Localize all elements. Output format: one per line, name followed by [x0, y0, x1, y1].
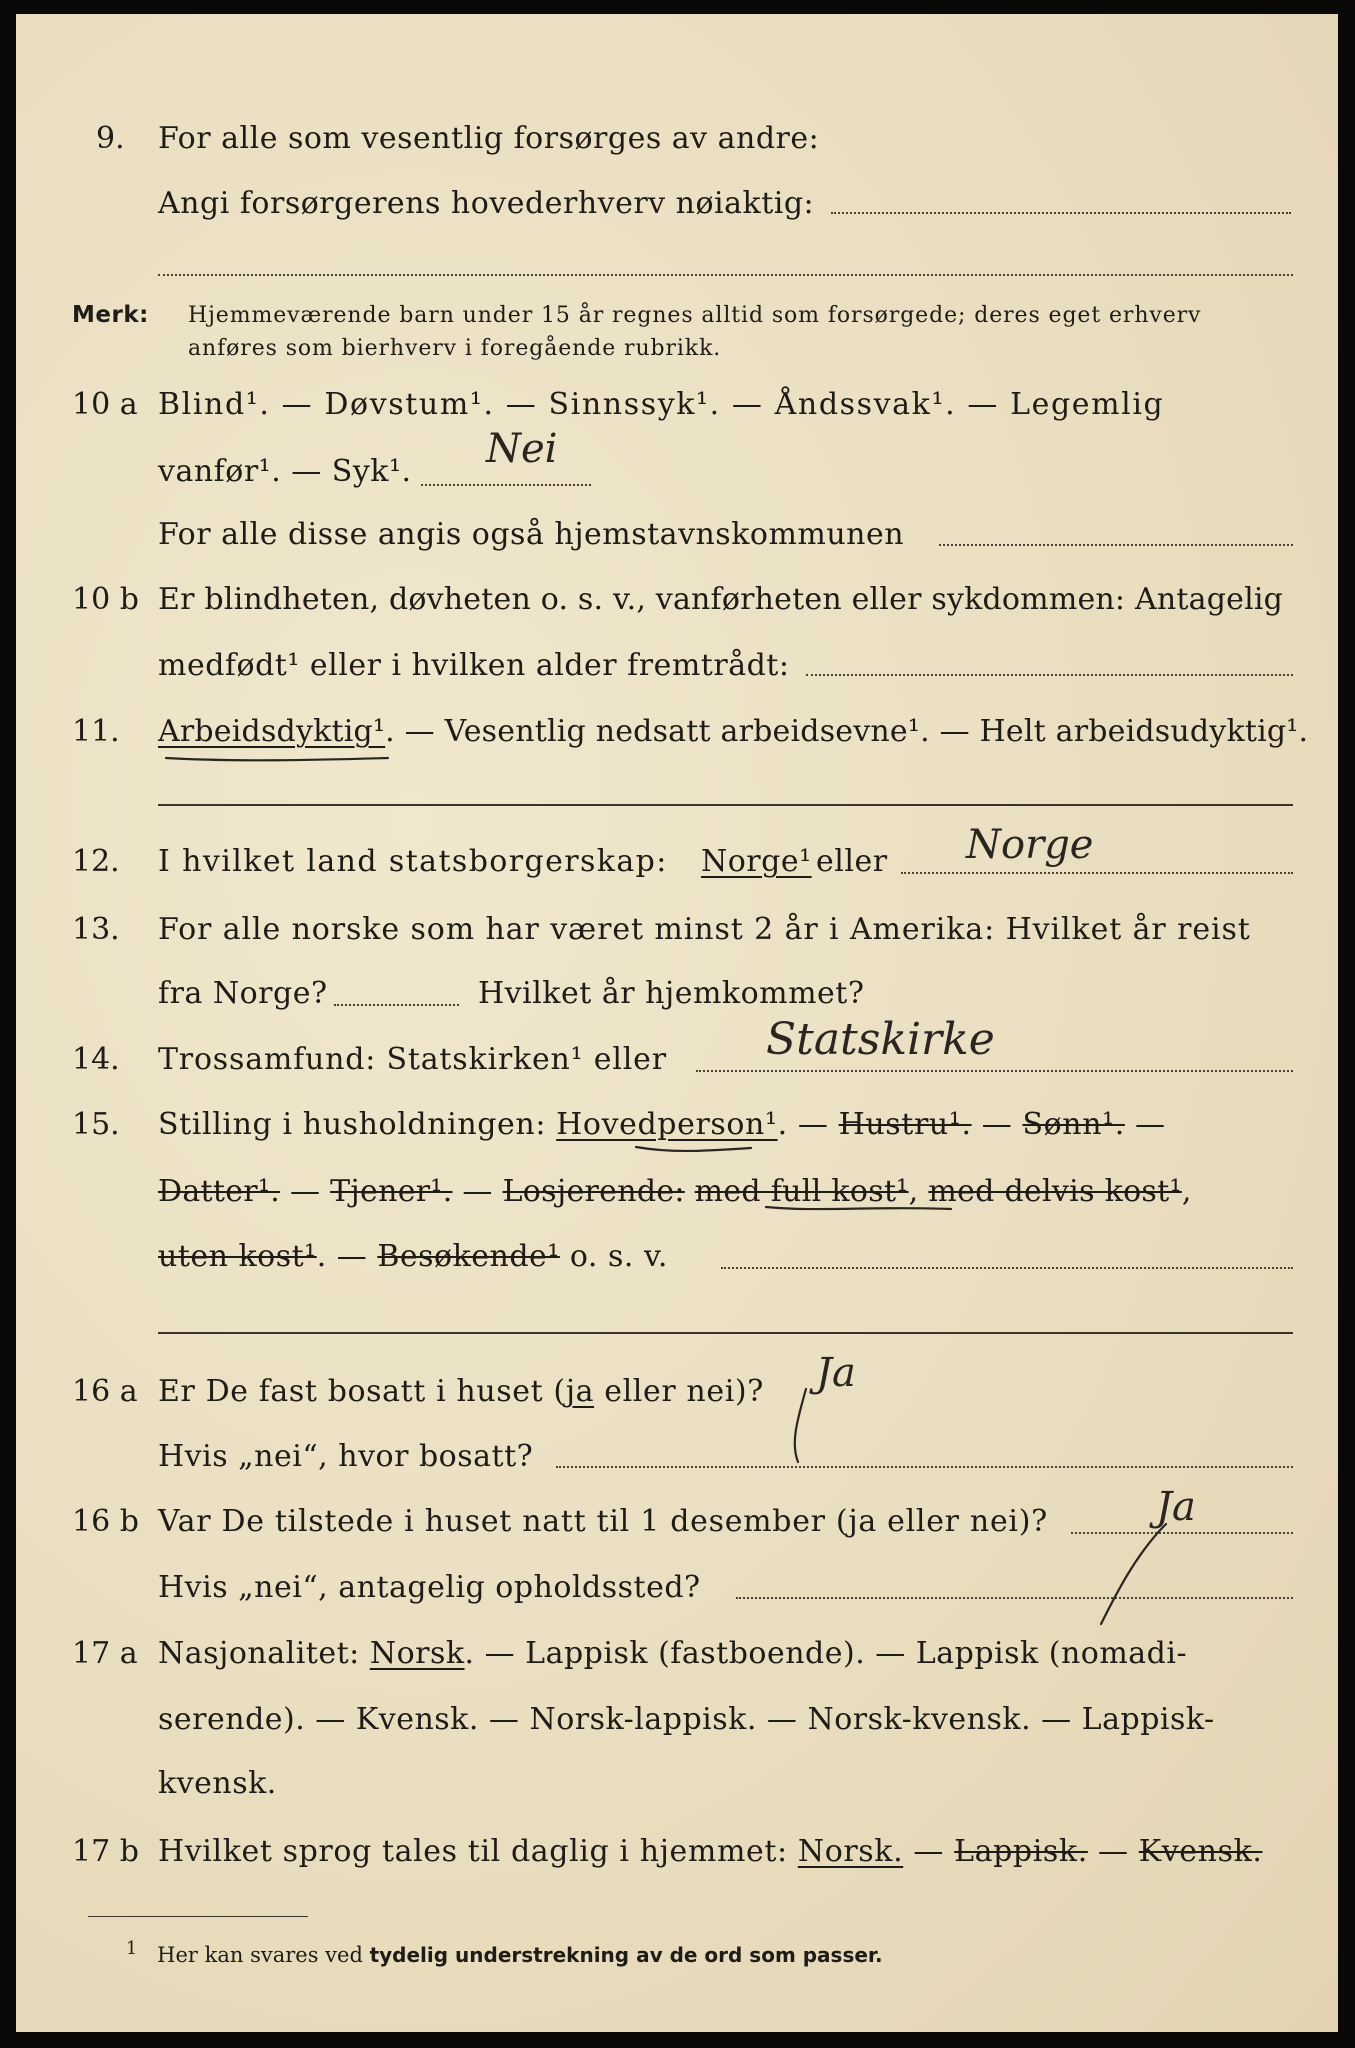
q16a-line2: Hvis „nei“, hvor bosatt? [158, 1439, 534, 1474]
q15-option-tjener: Tjener¹. [330, 1174, 453, 1209]
pen-marks [16, 14, 1338, 2032]
q17a-line2: serende). — Kvensk. — Norsk-lappisk. — Norsk-kvensk. — Lappisk- [158, 1702, 1215, 1737]
q10b-line1: Er blindheten, døvheten o. s. v., vanførheten eller sykdommen: Antagelig [158, 582, 1284, 617]
q16a-number: 16 a [72, 1374, 138, 1409]
q15-option-hustru: Hustru¹. [838, 1107, 972, 1142]
q13-line2b: Hvilket år hjemkommet? [478, 976, 865, 1011]
q16b-line2: Hvis „nei“, antagelig opholdssted? [158, 1570, 701, 1605]
q12-option-norge: Norge¹ [701, 844, 812, 879]
q15-option-delvis-kost: med delvis kost¹ [928, 1174, 1182, 1209]
q15-option-sonn: Sønn¹. [1022, 1107, 1125, 1142]
q14-handwritten-answer: Statskirke [766, 1014, 995, 1065]
q15-label: Stilling i husholdningen: [158, 1107, 547, 1142]
q10b-line2: medfødt¹ eller i hvilken alder fremtrådt: [158, 648, 790, 683]
q9-number: 9. [96, 121, 125, 156]
q15-sep: , [1181, 1174, 1192, 1209]
q10a-handwritten-answer: Nei [486, 426, 558, 472]
pen-underline-arbeidsdyktig [166, 758, 388, 760]
q10a-line3: For alle disse angis også hjemstavnskommunen [158, 517, 905, 552]
q16a-text: Er De fast bosatt i huset ( [158, 1374, 566, 1409]
q17b-option-lappisk: Lappisk. [954, 1834, 1088, 1869]
q16a-option-ja: ja [565, 1374, 595, 1409]
q17a-options: . — Lappisk (fastboende). — Lappisk (nomadi- [464, 1636, 1188, 1671]
q16b-line1: Var De tilstede i huset natt til 1 desember (ja eller nei)? [158, 1504, 1048, 1539]
merk-label: Merk: [72, 302, 149, 328]
q13-line1: For alle norske som har været minst 2 år i Amerika: Hvilket år reist [158, 912, 1251, 947]
q10a-line2: vanfør¹. — Syk¹. [158, 454, 412, 489]
q17b-text: Hvilket sprog tales til daglig i hjemmet: [158, 1834, 788, 1869]
q17a-number: 17 a [72, 1636, 138, 1671]
footnote-emphasis: tydelig understrekning av de ord som passer. [369, 1943, 883, 1967]
q15-sep: . — [316, 1239, 368, 1274]
q12-number: 12. [72, 844, 120, 879]
q15-option-uten-kost: uten kost¹ [158, 1239, 317, 1274]
q12-text: I hvilket land statsborgerskap: [158, 844, 668, 879]
q17b-number: 17 b [72, 1834, 139, 1869]
q17b-option-kvensk: Kvensk. [1138, 1834, 1263, 1869]
q16a-handwritten-answer: Ja [816, 1350, 856, 1396]
q10a-line1: Blind¹. — Døvstum¹. — Sinnssyk¹. — Åndssvak¹. — Legemlig [158, 387, 1165, 422]
census-form-page [16, 14, 1338, 2032]
q9-line1: For alle som vesentlig forsørges av andre: [158, 121, 820, 156]
merk-line1: Hjemmeværende barn under 15 år regnes alltid som forsørgede; deres eget erhverv [188, 303, 1202, 328]
q13-line2a: fra Norge? [158, 976, 328, 1011]
q15-option-full-kost: med full kost¹ [694, 1174, 909, 1209]
q13-number: 13. [72, 912, 120, 947]
merk-line2: anføres som bierhverv i foregående rubrikk. [188, 336, 722, 361]
q17b-sep: — [913, 1834, 944, 1869]
footnote-text: Her kan svares ved [157, 1943, 363, 1967]
q11-option-arbeidsdyktig: Arbeidsdyktig¹ [158, 714, 386, 749]
q15-sep: . — [777, 1107, 829, 1142]
footnote-mark: 1 [126, 1939, 138, 1959]
q17a-line3: kvensk. [158, 1766, 277, 1801]
q11-rest: . — Vesentlig nedsatt arbeidsevne¹. — Helt arbeidsudyktig¹. [385, 714, 1309, 749]
q17a-label: Nasjonalitet: [158, 1636, 360, 1671]
q15-option-besokende: Besøkende¹ [377, 1239, 560, 1274]
pen-stroke-16a [795, 1389, 806, 1462]
q15-sep: — [1135, 1107, 1166, 1142]
q12-tail: eller [816, 844, 888, 879]
q17b-sep: — [1098, 1834, 1129, 1869]
q14-text: Trossamfund: Statskirken¹ eller [158, 1042, 667, 1077]
q17b-option-norsk: Norsk. [797, 1834, 904, 1869]
q15-sep: — [462, 1174, 493, 1209]
q10b-number: 10 b [72, 582, 139, 617]
q15-sep: — [289, 1174, 321, 1209]
q17a-option-norsk: Norsk [369, 1636, 465, 1671]
pen-underline-full-kost [766, 1207, 951, 1209]
q15-option-hovedperson: Hovedperson¹ [556, 1107, 778, 1142]
q10a-number: 10 a [72, 387, 138, 422]
q16a-text-tail: eller nei)? [594, 1374, 764, 1409]
q15-osv: o. s. v. [569, 1239, 668, 1274]
q14-number: 14. [72, 1042, 120, 1077]
pen-underline-hovedperson [636, 1147, 751, 1151]
q15-number: 15. [72, 1107, 120, 1142]
q16b-number: 16 b [72, 1504, 139, 1539]
pen-stroke-16b [1101, 1524, 1166, 1624]
q9-line2: Angi forsørgerens hovederhverv nøiaktig: [158, 186, 815, 221]
q15-sep: — [981, 1107, 1013, 1142]
q15-option-losjerende: Losjerende: [502, 1174, 685, 1209]
q16b-handwritten-answer: Ja [1156, 1484, 1196, 1530]
q15-option-datter: Datter¹. [158, 1174, 281, 1209]
q12-handwritten-answer: Norge [966, 822, 1094, 868]
q15-sep: , [908, 1174, 919, 1209]
q11-number: 11. [72, 714, 120, 749]
